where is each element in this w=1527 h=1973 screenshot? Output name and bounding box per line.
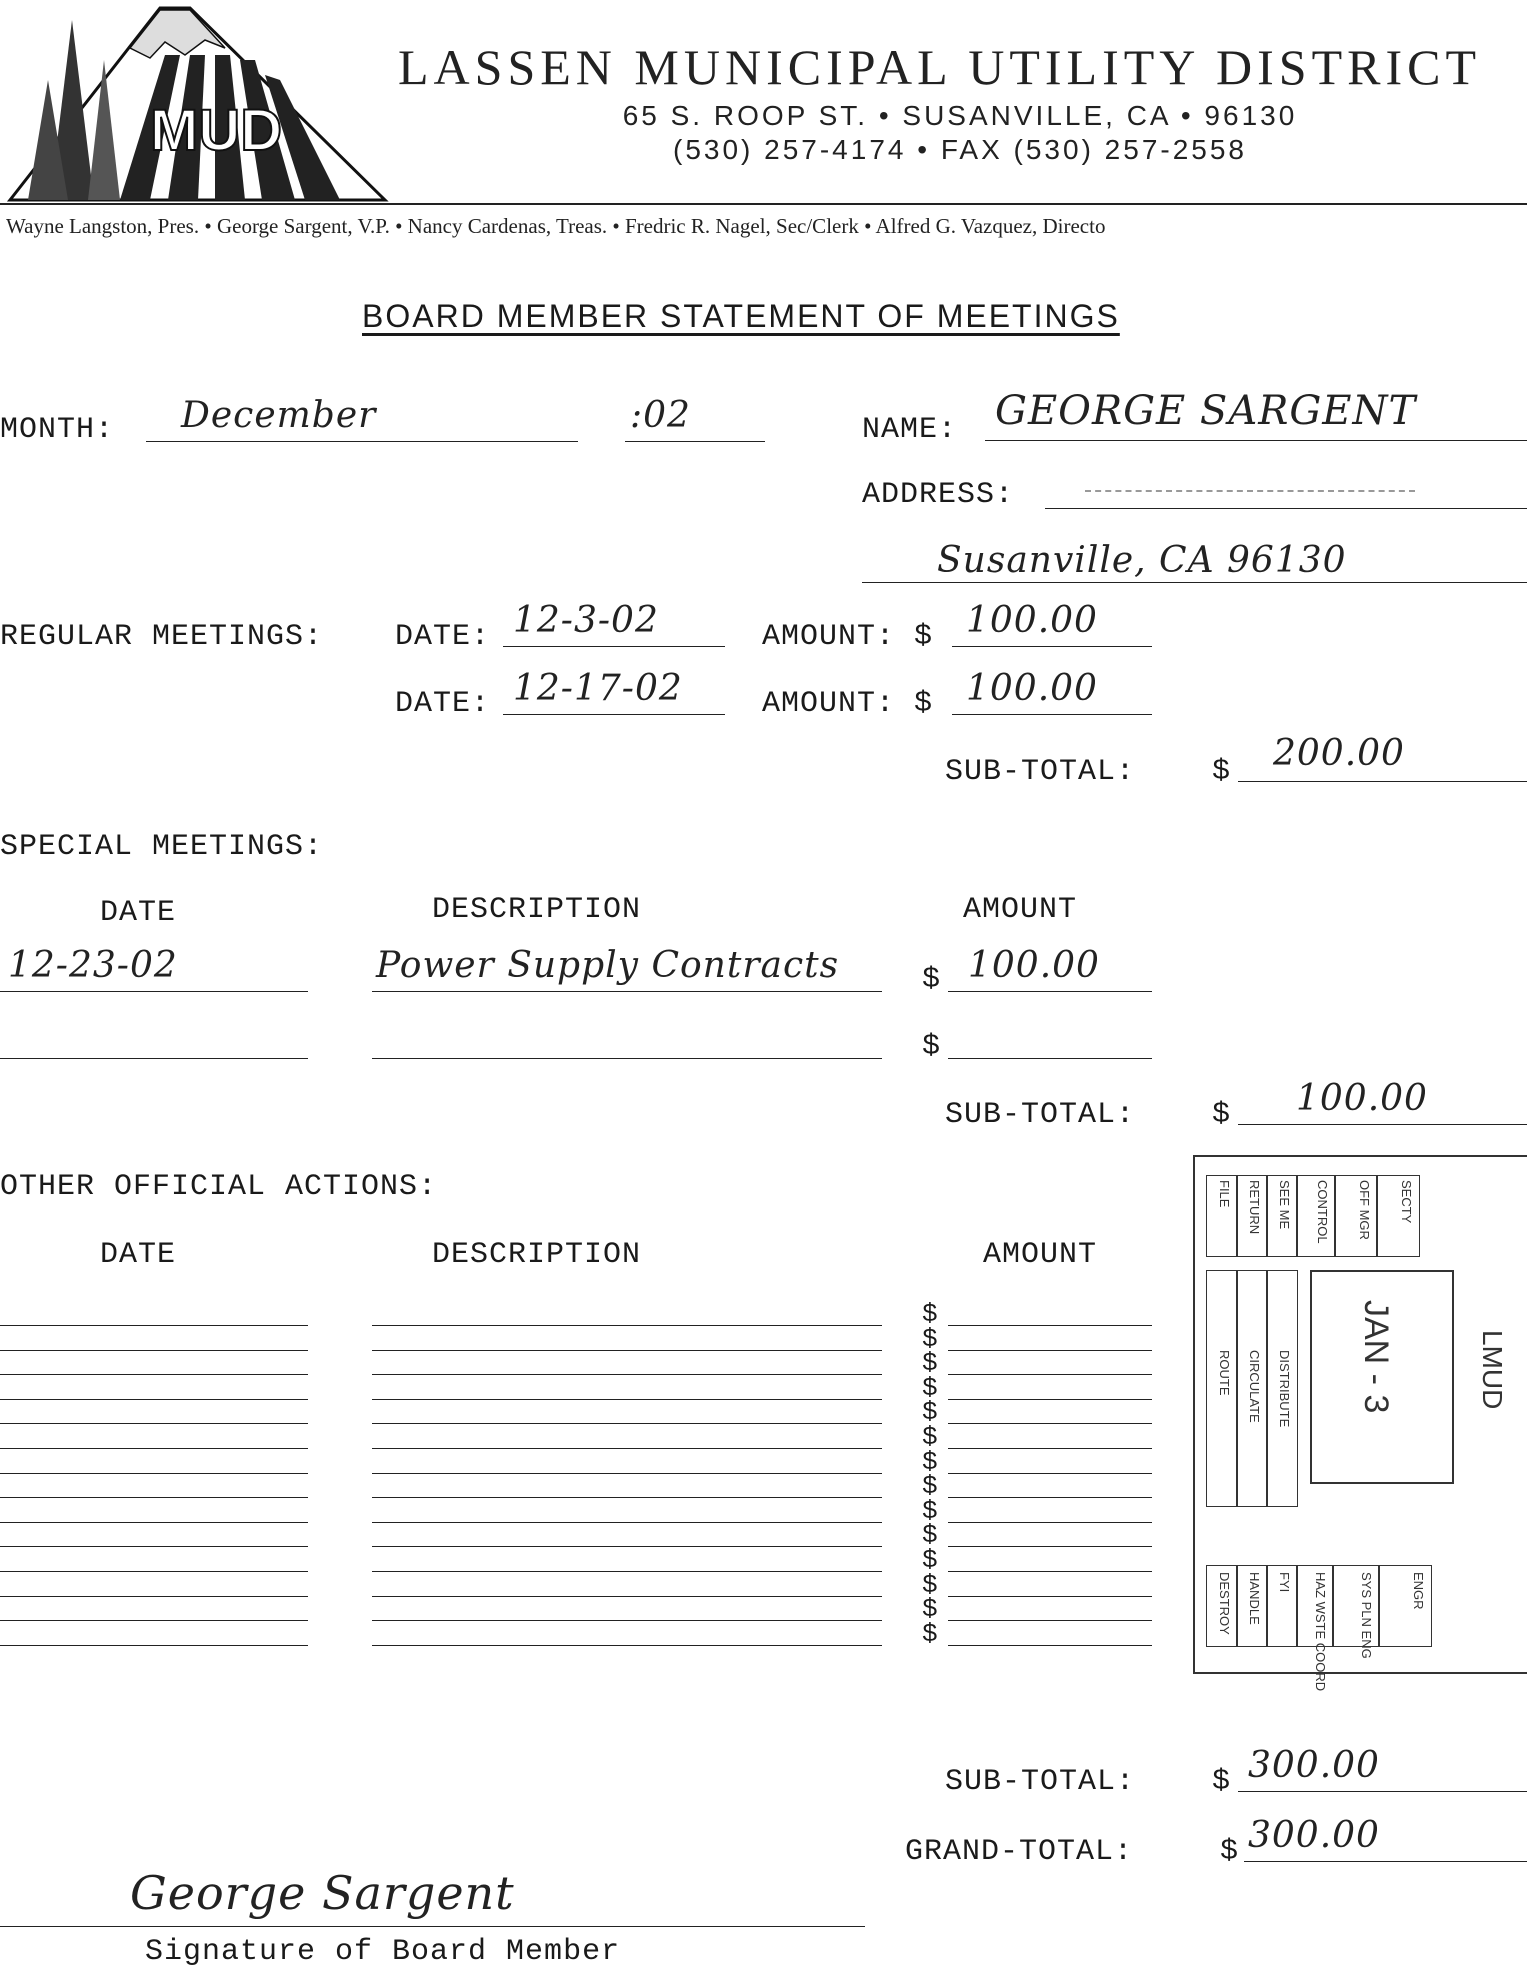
special-dollar-2: $ xyxy=(922,1030,942,1064)
other-dollar: $ xyxy=(922,1496,939,1526)
other-desc-line[interactable] xyxy=(372,1374,882,1375)
other-subtotal-label: SUB-TOTAL: xyxy=(945,1765,1136,1799)
month-value: December xyxy=(181,395,377,436)
signature-value: George Sargent xyxy=(130,1866,515,1920)
other-desc-line[interactable] xyxy=(372,1497,882,1498)
year-field[interactable] xyxy=(625,395,765,442)
district-logo xyxy=(0,0,390,210)
grand-total-value: 300.00 xyxy=(1248,1815,1380,1856)
other-date-line[interactable] xyxy=(0,1571,308,1572)
letterhead-rule xyxy=(0,203,1527,205)
other-desc-line[interactable] xyxy=(372,1399,882,1400)
other-dollar: $ xyxy=(922,1447,939,1477)
other-date-line[interactable] xyxy=(0,1374,308,1375)
regular-date-label-1: DATE: xyxy=(395,620,491,654)
other-desc-line[interactable] xyxy=(372,1423,882,1424)
stamp-label-bottom: HAZ WSTE COORD xyxy=(1313,1572,1328,1692)
other-amount-line[interactable] xyxy=(948,1497,1152,1498)
address-line2-value: Susanville, CA 96130 xyxy=(937,540,1347,581)
name-value: GEORGE SARGENT xyxy=(995,388,1417,434)
other-desc-line[interactable] xyxy=(372,1620,882,1621)
special-desc-value-1: Power Supply Contracts xyxy=(376,945,840,986)
special-dollar-1: $ xyxy=(922,963,942,997)
other-dollar: $ xyxy=(922,1471,939,1501)
other-dollar: $ xyxy=(922,1520,939,1550)
stamp-label-left: ROUTE xyxy=(1217,1350,1232,1396)
stamp-org: LMUD xyxy=(1477,1330,1508,1410)
stamp-label-bottom: ENGR xyxy=(1411,1572,1426,1610)
regular-date-value-2: 12-17-02 xyxy=(513,668,683,709)
stamp-label-bottom: DESTROY xyxy=(1217,1572,1232,1635)
address-line2-field[interactable] xyxy=(862,540,1527,583)
name-label: NAME: xyxy=(862,413,958,447)
other-amount-line[interactable] xyxy=(948,1645,1152,1646)
special-amount-field-1[interactable] xyxy=(948,945,1152,992)
stamp-label-bottom: SYS PLN ENG xyxy=(1359,1572,1374,1659)
other-desc-line[interactable] xyxy=(372,1596,882,1597)
other-amount-line[interactable] xyxy=(948,1473,1152,1474)
other-date-line[interactable] xyxy=(0,1620,308,1621)
stamp-label-top: CONTROL xyxy=(1315,1180,1330,1244)
other-col-description: DESCRIPTION xyxy=(432,1238,642,1272)
special-col-date: DATE xyxy=(100,896,177,930)
other-dollar: $ xyxy=(922,1324,939,1354)
year-value: :02 xyxy=(630,395,691,436)
special-meetings-label: SPECIAL MEETINGS: xyxy=(0,830,324,864)
other-amount-line[interactable] xyxy=(948,1423,1152,1424)
other-desc-line[interactable] xyxy=(372,1448,882,1449)
address-line1-field[interactable] xyxy=(1045,470,1527,509)
regular-date-value-1: 12-3-02 xyxy=(513,600,659,641)
other-amount-line[interactable] xyxy=(948,1374,1152,1375)
stamp-label-top: RETURN xyxy=(1247,1180,1262,1235)
address-redacted xyxy=(1085,490,1415,492)
other-desc-line[interactable] xyxy=(372,1325,882,1326)
other-subtotal-field[interactable] xyxy=(1238,1745,1527,1792)
other-amount-line[interactable] xyxy=(948,1325,1152,1326)
other-dollar: $ xyxy=(922,1545,939,1575)
other-subtotal-dollar: $ xyxy=(1212,1765,1232,1799)
regular-date-label-2: DATE: xyxy=(395,687,491,721)
address-label: ADDRESS: xyxy=(862,478,1015,512)
regular-subtotal-dollar: $ xyxy=(1212,755,1232,789)
other-desc-line[interactable] xyxy=(372,1546,882,1547)
other-dollar: $ xyxy=(922,1422,939,1452)
other-date-line[interactable] xyxy=(0,1423,308,1424)
other-col-amount: AMOUNT xyxy=(983,1238,1098,1272)
stamp-label-left: DISTRIBUTE xyxy=(1277,1350,1292,1428)
other-dollar: $ xyxy=(922,1619,939,1649)
stamp-label-left: CIRCULATE xyxy=(1247,1350,1262,1423)
other-amount-line[interactable] xyxy=(948,1571,1152,1572)
grand-total-field[interactable] xyxy=(1244,1815,1527,1862)
special-date-value-1: 12-23-02 xyxy=(8,945,178,986)
other-date-line[interactable] xyxy=(0,1448,308,1449)
regular-subtotal-value: 200.00 xyxy=(1273,733,1405,774)
special-col-description: DESCRIPTION xyxy=(432,893,642,927)
grand-total-label: GRAND-TOTAL: xyxy=(905,1835,1134,1869)
other-date-line[interactable] xyxy=(0,1497,308,1498)
grand-total-dollar: $ xyxy=(1220,1835,1240,1869)
month-field[interactable] xyxy=(146,395,578,442)
other-dollar: $ xyxy=(922,1299,939,1329)
regular-amount-label-2: AMOUNT: $ xyxy=(762,687,934,721)
special-subtotal-label: SUB-TOTAL: xyxy=(945,1098,1136,1132)
regular-date-field-1[interactable] xyxy=(503,600,725,647)
org-address: 65 S. ROOP ST. • SUSANVILLE, CA • 96130 xyxy=(622,100,1298,131)
other-date-line[interactable] xyxy=(0,1399,308,1400)
other-amount-line[interactable] xyxy=(948,1522,1152,1523)
other-col-date: DATE xyxy=(100,1238,177,1272)
special-desc-field-1[interactable] xyxy=(372,945,882,992)
regular-amount-value-2: 100.00 xyxy=(966,668,1098,709)
stamp-label-top: OFF MGR xyxy=(1357,1180,1372,1240)
regular-amount-value-1: 100.00 xyxy=(966,600,1098,641)
stamp-label-bottom: FYI xyxy=(1277,1572,1292,1593)
officers-line: Wayne Langston, Pres. • George Sargent, V.P. • Nancy Cardenas, Treas. • Fredric R. Nagel, Sec/Clerk • Alfred G. Vazquez, Directo xyxy=(6,214,1106,238)
form-title: BOARD MEMBER STATEMENT OF MEETINGS xyxy=(362,298,1120,334)
other-dollar: $ xyxy=(922,1348,939,1378)
special-amount-field-2[interactable] xyxy=(948,1012,1152,1059)
other-desc-line[interactable] xyxy=(372,1571,882,1572)
other-subtotal-value: 300.00 xyxy=(1248,1745,1380,1786)
stamp-date: JAN - 3 xyxy=(1357,1300,1395,1414)
special-subtotal-dollar: $ xyxy=(1212,1098,1232,1132)
other-desc-line[interactable] xyxy=(372,1522,882,1523)
special-amount-value-1: 100.00 xyxy=(968,945,1100,986)
name-field[interactable] xyxy=(985,388,1527,441)
other-desc-line[interactable] xyxy=(372,1473,882,1474)
other-dollar: $ xyxy=(922,1570,939,1600)
special-subtotal-field[interactable] xyxy=(1238,1078,1527,1125)
special-date-field-2[interactable] xyxy=(0,1012,308,1059)
regular-date-field-2[interactable] xyxy=(503,668,725,715)
special-subtotal-value: 100.00 xyxy=(1296,1078,1428,1119)
other-amount-line[interactable] xyxy=(948,1596,1152,1597)
other-date-line[interactable] xyxy=(0,1596,308,1597)
other-amount-line[interactable] xyxy=(948,1546,1152,1547)
other-date-line[interactable] xyxy=(0,1473,308,1474)
other-amount-line[interactable] xyxy=(948,1620,1152,1621)
other-date-line[interactable] xyxy=(0,1325,308,1326)
org-phone: (530) 257-4174 • FAX (530) 257-2558 xyxy=(673,134,1247,165)
other-desc-line[interactable] xyxy=(372,1350,882,1351)
stamp-label-top: SECTY xyxy=(1399,1180,1414,1224)
other-dollar: $ xyxy=(922,1373,939,1403)
other-amount-line[interactable] xyxy=(948,1448,1152,1449)
other-date-line[interactable] xyxy=(0,1546,308,1547)
stamp-label-top: SEE ME xyxy=(1277,1180,1292,1230)
month-label: MONTH: xyxy=(0,413,115,447)
regular-subtotal-field[interactable] xyxy=(1238,733,1527,782)
other-amount-line[interactable] xyxy=(948,1399,1152,1400)
signature-caption: Signature of Board Member xyxy=(145,1935,621,1969)
other-actions-label: OTHER OFFICIAL ACTIONS: xyxy=(0,1170,438,1204)
logo-letters: MUD xyxy=(150,98,283,163)
special-date-field-1[interactable] xyxy=(0,945,308,992)
special-col-amount: AMOUNT xyxy=(963,893,1078,927)
other-dollar: $ xyxy=(922,1397,939,1427)
other-dollar: $ xyxy=(922,1594,939,1624)
signature-field[interactable] xyxy=(0,1866,865,1927)
other-date-line[interactable] xyxy=(0,1350,308,1351)
other-date-line[interactable] xyxy=(0,1645,308,1646)
regular-amount-field-2[interactable] xyxy=(952,668,1152,715)
stamp-label-top: FILE xyxy=(1217,1180,1232,1208)
special-desc-field-2[interactable] xyxy=(372,1012,882,1059)
other-date-line[interactable] xyxy=(0,1522,308,1523)
stamp-label-bottom: HANDLE xyxy=(1247,1572,1262,1625)
other-amount-line[interactable] xyxy=(948,1350,1152,1351)
regular-subtotal-label: SUB-TOTAL: xyxy=(945,755,1136,789)
org-name: LASSEN MUNICIPAL UTILITY DISTRICT xyxy=(398,39,1482,95)
regular-amount-label-1: AMOUNT: $ xyxy=(762,620,934,654)
regular-amount-field-1[interactable] xyxy=(952,600,1152,647)
regular-meetings-label: REGULAR MEETINGS: xyxy=(0,620,324,654)
other-desc-line[interactable] xyxy=(372,1645,882,1646)
